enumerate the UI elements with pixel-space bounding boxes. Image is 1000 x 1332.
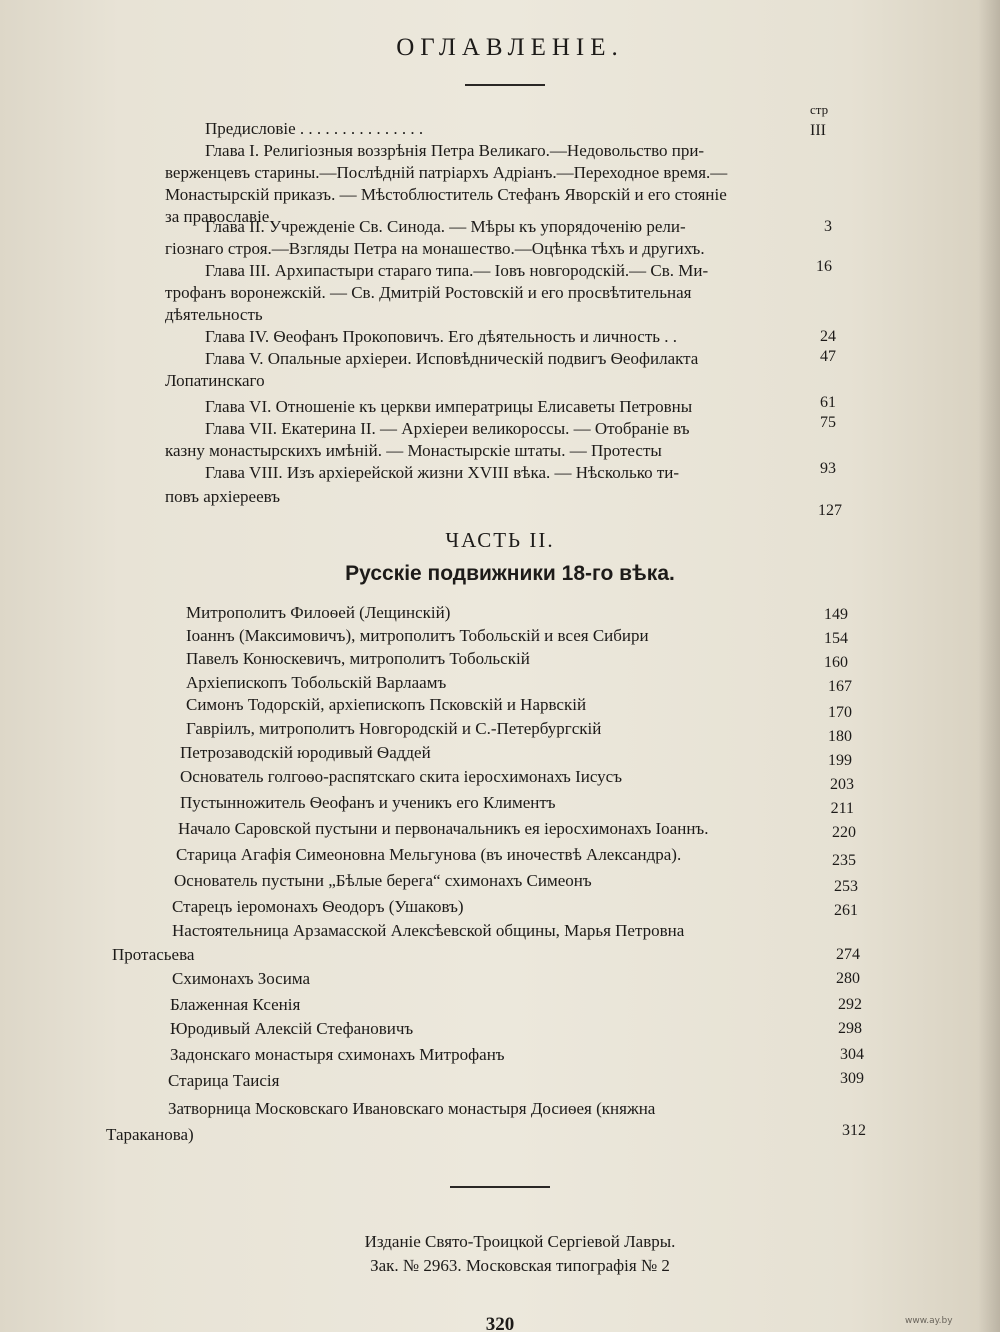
toc-entry: гіознаго строя.—Взгляды Петра на монашество.—Оцѣнка тѣхъ и другихъ. (165, 239, 705, 258)
toc-entry: Настоятельница Арзамасской Алексѣевской общины, Марья Петровна (172, 921, 685, 940)
toc-page-number: 93 (820, 460, 836, 477)
toc-entry: Основатель голгоѳо-распятскаго скита іеросхимонахъ Іисусъ (180, 767, 622, 786)
toc-page-number: 154 (824, 630, 848, 647)
toc-page-number: 220 (832, 824, 856, 841)
toc-entry: Блаженная Ксенія (170, 995, 301, 1014)
toc-entry: Начало Саровской пустыни и первоначальникъ ея іеросхимонахъ Іоаннъ. (178, 819, 709, 838)
toc-page-number: 298 (838, 1020, 862, 1037)
toc-entry: Старица Агафія Симеоновна Мельгунова (въ иночествѣ Александра). (176, 845, 682, 864)
toc-page-number: 309 (840, 1070, 864, 1087)
toc-entry: Митрополитъ Филоѳей (Лещинскій) (186, 603, 451, 622)
toc-entry: Старецъ іеромонахъ Ѳеодоръ (Ушаковъ) (172, 897, 464, 916)
toc-page-number: 24 (820, 328, 836, 345)
toc-entry: Павелъ Конюскевичъ, митрополитъ Тобольскій (186, 649, 530, 668)
toc-entry: Лопатинскаго (165, 371, 265, 390)
toc-entry: за православіе (165, 207, 270, 226)
toc-entry: Юродивый Алексій Стефановичъ (170, 1019, 414, 1038)
toc-page-number: 280 (836, 970, 860, 987)
page-column-label: стр (810, 102, 829, 117)
toc-page-number: 170 (828, 704, 852, 721)
publisher-line: Изданіе Свято-Троицкой Сергіевой Лавры. (364, 1232, 676, 1251)
toc-entry: Петрозаводскій юродивый Ѳаддей (180, 743, 431, 762)
toc-entry: Глава III. Архипастыри стараго типа.— Іовъ новгородскій.— Св. Ми- (205, 261, 709, 280)
toc-page-number: 211 (830, 800, 854, 817)
toc-page-number: 203 (830, 776, 854, 793)
toc-entry: Старица Таисія (168, 1071, 280, 1090)
toc-entry: дѣятельность (165, 305, 263, 324)
toc-entry: Глава IV. Ѳеофанъ Прокоповичъ. Его дѣятельность и личность . . (205, 327, 677, 346)
toc-page-number: 253 (834, 878, 858, 895)
toc-page-number: 235 (832, 852, 856, 869)
toc-entry: трофанъ воронежскій. — Св. Дмитрій Ростовскій и его просвѣтительная (165, 283, 692, 302)
printing-line: Зак. № 2963. Московская типографія № 2 (370, 1256, 670, 1275)
toc-entry: Іоаннъ (Максимовичъ), митрополитъ Тобольскій и всея Сибири (186, 626, 649, 645)
toc-page-number: 167 (828, 678, 852, 695)
toc-entry: казну монастырскихъ имѣній. — Монастырскіе штаты. — Протесты (165, 441, 662, 460)
footer-rule (450, 1186, 550, 1188)
toc-entry: Протасьева (112, 945, 195, 964)
toc-entry: Предисловіе . . . . . . . . . . . . . . . (205, 119, 424, 138)
toc-page-number: III (810, 122, 826, 139)
toc-entry: Затворница Московскаго Ивановскаго монастыря Досиѳея (княжна (168, 1099, 656, 1118)
toc-page-number: 180 (828, 728, 852, 745)
toc-entry: Монастырскій приказъ. — Мѣстоблюститель Стефанъ Яворскій и его стояніе (165, 185, 727, 204)
page-title: ОГЛАВЛЕНІЕ. (396, 34, 624, 61)
toc-entry: Глава I. Религіозныя воззрѣнія Петра Великаго.—Недовольство при- (205, 141, 705, 160)
toc-page-number: 199 (828, 752, 852, 769)
part-title: ЧАСТЬ II. (445, 528, 555, 552)
toc-entry: Глава V. Опальные архіереи. Исповѣдническій подвигъ Ѳеофилакта (205, 349, 699, 368)
toc-page-number: 47 (820, 348, 836, 365)
watermark: www.ay.by (905, 1316, 953, 1326)
toc-entry: Глава VII. Екатерина II. — Архіереи великороссы. — Отобраніе въ (205, 419, 690, 438)
part-subtitle: Русскіе подвижники 18-го вѣка. (345, 562, 675, 585)
toc-page-number: 304 (840, 1046, 864, 1063)
toc-page-number: 3 (824, 218, 832, 235)
toc-entry: повъ архіереевъ (165, 487, 281, 506)
toc-page-number: 160 (824, 654, 848, 671)
toc-page-number: 261 (834, 902, 858, 919)
toc-entry: Основатель пустыни „Бѣлые берега“ схимонахъ Симеонъ (174, 871, 592, 890)
toc-page-number: 312 (842, 1122, 866, 1139)
toc-page-number: 127 (818, 502, 842, 519)
toc-page-number: 61 (820, 394, 836, 411)
toc-page-number: 75 (820, 414, 836, 431)
toc-page-number: 149 (824, 606, 848, 623)
toc-entry: Архіепископъ Тобольскій Варлаамъ (186, 673, 447, 692)
page-number: 320 (485, 1314, 515, 1332)
toc-page-number: 274 (836, 946, 860, 963)
toc-entry: Пустынножитель Ѳеофанъ и ученикъ его Климентъ (180, 793, 556, 812)
toc-entry: Глава II. Учрежденіе Св. Синода. — Мѣры къ упорядоченію рели- (205, 217, 686, 236)
toc-entry: Задонскаго монастыря схимонахъ Митрофанъ (170, 1045, 505, 1064)
toc-entry: Симонъ Тодорскій, архіепископъ Псковскій и Нарвскій (186, 695, 587, 714)
toc-entry: Схимонахъ Зосима (172, 969, 311, 988)
toc-page-number: 292 (838, 996, 862, 1013)
toc-entry: Гавріилъ, митрополитъ Новгородскій и С.-Петербургскій (186, 719, 602, 738)
toc-entry: верженцевъ старины.—Послѣдній патріархъ Адріанъ.—Переходное время.— (165, 163, 728, 182)
toc-page-number: 16 (816, 258, 832, 275)
toc-entry: Глава VIII. Изъ архіерейской жизни XVIII вѣка. — Нѣсколько ти- (205, 463, 680, 482)
toc-entry: Глава VI. Отношеніе къ церкви императрицы Елисаветы Петровны (205, 397, 693, 416)
toc-entry: Тараканова) (106, 1125, 194, 1144)
